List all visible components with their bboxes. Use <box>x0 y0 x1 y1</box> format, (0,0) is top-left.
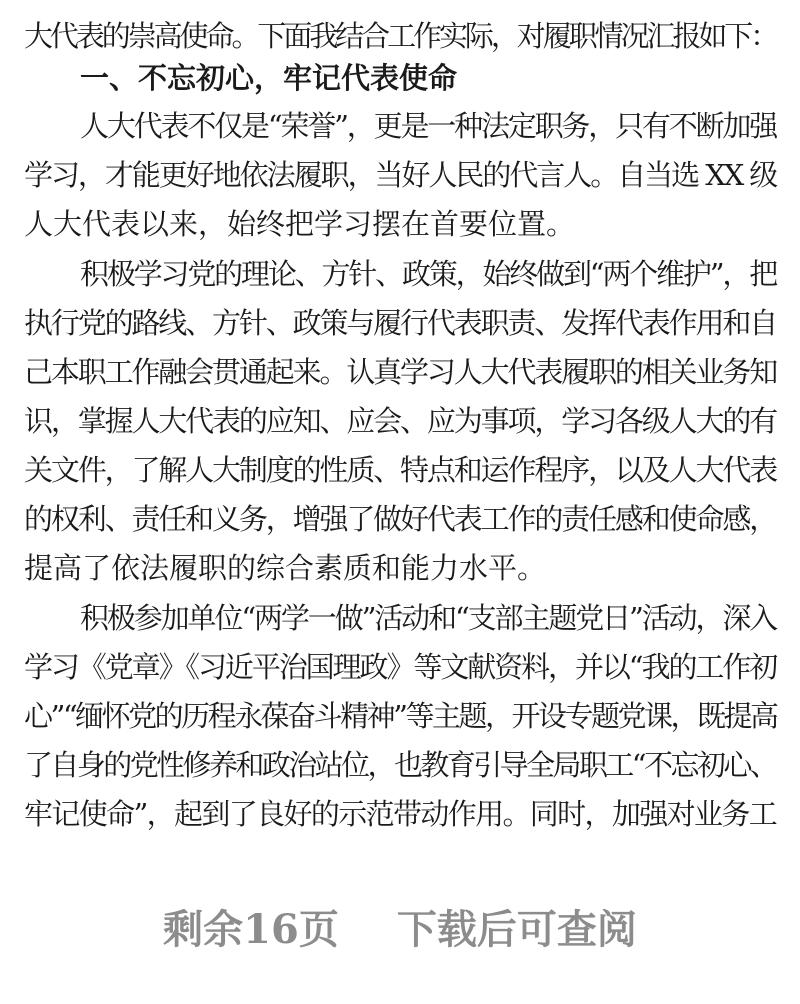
paragraph-line: 关文件，了解人大制度的性质、特点和运作程序，以及人大代表 <box>24 453 776 487</box>
paragraph-line: 人大代表不仅是“荣誉”，更是一种法定职务，只有不断加强 <box>80 109 776 143</box>
paragraph-line: 学习，才能更好地依法履职，当好人民的代言人。自当选 XX 级 <box>24 158 776 192</box>
paragraph-line: 大代表的崇高使命。下面我结合工作实际，对履职情况汇报如下： <box>24 19 776 53</box>
paragraph-line: 提高了依法履职的综合素质和能力水平。 <box>24 551 547 585</box>
paragraph-line: 己本职工作融会贯通起来。认真学习人大代表履职的相关业务知 <box>24 355 776 389</box>
remaining-pages-label: 剩余16页 <box>163 906 339 953</box>
paragraph-line: 牢记使命”，起到了良好的示范带动作用。同时，加强对业务工 <box>24 797 776 831</box>
paragraph-line: 积极参加单位“两学一做”活动和“支部主题党日”活动，深入 <box>80 601 776 635</box>
paragraph-line: 心”“缅怀党的历程永葆奋斗精神”等主题，开设专题党课，既提高 <box>24 699 777 733</box>
download-prompt[interactable] <box>0 902 800 958</box>
paragraph-line: 积极学习党的理论、方针、政策，始终做到“两个维护”，把 <box>80 257 776 291</box>
paragraph-line: 识，掌握人大代表的应知、应会、应为事项，学习各级人大的有 <box>24 404 776 438</box>
download-to-view-label: 下载后可查阅 <box>396 906 637 953</box>
paragraph-line: 了自身的党性修养和政治站位，也教育引导全局职工“不忘初心、 <box>24 748 776 782</box>
paragraph-line: 学习《党章》《习近平治国理政》等文献资料，并以“我的工作初 <box>24 650 776 684</box>
section-heading: 一、不忘初心，牢记代表使命 <box>80 61 458 95</box>
paragraph-line: 执行党的路线、方针、政策与履行代表职责、发挥代表作用和自 <box>24 306 776 340</box>
paragraph-line: 人大代表以来，始终把学习摆在首要位置。 <box>24 207 576 241</box>
paragraph-line: 的权利、责任和义务，增强了做好代表工作的责任感和使命感， <box>24 502 776 536</box>
